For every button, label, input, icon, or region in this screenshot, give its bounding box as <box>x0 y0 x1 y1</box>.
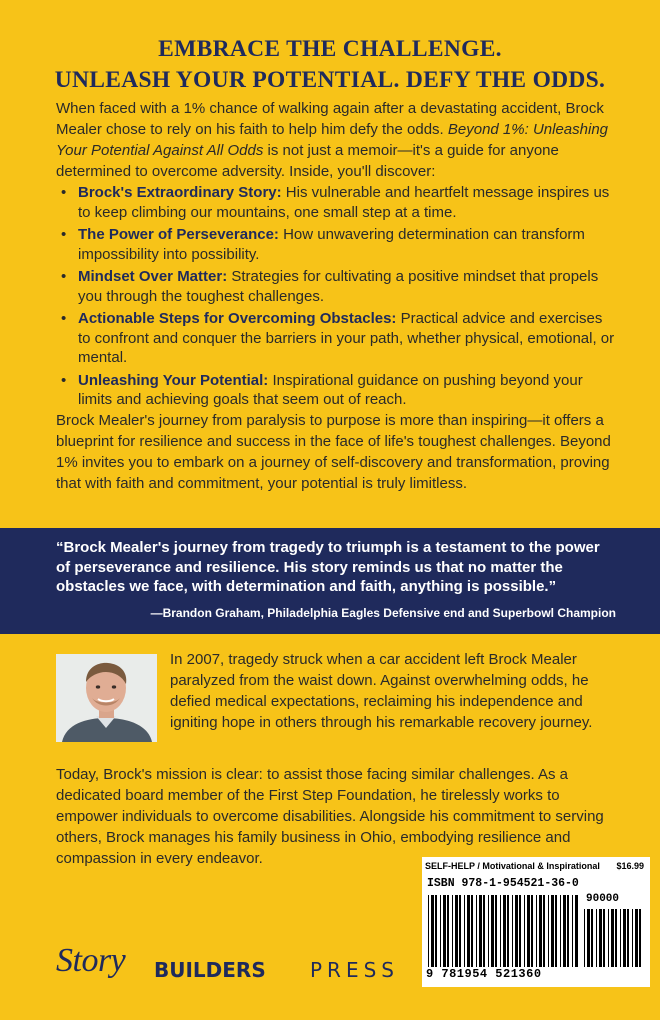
feature-list <box>56 183 616 413</box>
barcode-bar <box>603 909 605 967</box>
headline-line-1: EMBRACE THE CHALLENGE. <box>158 36 502 62</box>
endorsement-band <box>0 528 660 634</box>
author-bio-1: In 2007, tragedy struck when a car accident left Brock Mealer paralyzed from the waist down. Against overwhelming odds, he defied medical expectations, reclaiming his independence and igniting hope in others through his remarkable recovery journey. <box>170 651 593 731</box>
barcode-bar <box>512 895 513 967</box>
barcode-bar <box>452 895 453 967</box>
headline <box>0 34 660 96</box>
barcode-bar <box>440 895 441 967</box>
barcode-bar <box>519 895 521 967</box>
book-title: Beyond 1%: Unleashing Your Potential Against All Odds <box>56 121 608 159</box>
barcode-bar <box>488 895 489 967</box>
list-item <box>56 309 616 368</box>
barcode-bar <box>591 909 593 967</box>
headline-line-2: UNLEASH YOUR POTENTIAL. DEFY THE ODDS. <box>54 67 606 93</box>
barcode-bar <box>491 895 494 967</box>
barcode-bar <box>467 895 470 967</box>
barcode-bar <box>531 895 533 967</box>
barcode-bar <box>620 909 621 967</box>
list-item <box>56 183 616 222</box>
list-item-text: Inspirational guidance on pushing beyond your limits and achieving goals that seem out of reach. <box>78 371 583 408</box>
barcode-bar <box>635 909 638 967</box>
barcode-bar <box>608 909 609 967</box>
barcode-bar <box>623 909 626 967</box>
author-bio-2: Today, Brock's mission is clear: to assist those facing similar challenges. As a dedicated board member of the First Step Foundation, he tirelessly works to empower individuals to overcome disabilities. Alongside his commitment to serving others, Brock manages his family business in Ohio, embodying resilience and compassion in every endeavor. <box>56 766 604 867</box>
endorsement-attribution: —Brandon Graham, Philadelphia Eagles Defensive end and Superbowl Champion <box>150 606 616 620</box>
price-code: 90000 <box>586 893 620 905</box>
intro-part-1: When faced with a 1% chance of walking again after a devastating accident, Brock Mealer chose to rely on his faith to help him defy the odds. <box>56 100 604 138</box>
barcode-bar <box>471 895 473 967</box>
list-item-text: How unwavering determination can transform impossibility into possibility. <box>78 226 585 263</box>
barcode-bars <box>428 895 578 967</box>
barcode-bar <box>483 895 485 967</box>
barcode-bar <box>572 895 573 967</box>
list-item <box>56 371 616 410</box>
bullet-icon: • <box>61 184 67 201</box>
barcode-bar <box>428 895 429 967</box>
summary-paragraph: Brock Mealer's journey from paralysis to purpose is more than inspiring—it offers a blueprint for resilience and success in the face of life's toughest challenges. Beyond 1% invites you to embark on a journey of self-discovery and transformation, proving that with faith and commitment, your potential is truly limitless. <box>56 412 611 492</box>
barcode-bar <box>539 895 542 967</box>
list-item-heading: Brock's Extraordinary Story: <box>78 184 282 201</box>
barcode-bar <box>599 909 602 967</box>
list-item-heading: Unleashing Your Potential: <box>78 371 269 389</box>
barcode-bar <box>551 895 554 967</box>
list-item <box>56 267 616 306</box>
barcode-bar <box>431 895 434 967</box>
barcode-bar <box>527 895 530 967</box>
endorsement-quote: “Brock Mealer's journey from tragedy to triumph is a testament to the power of perseverance and resilience. His story reminds us that no matter the obstacles we face, with determination and faith, anything is possible.” <box>56 539 600 595</box>
barcode-bar <box>435 895 437 967</box>
barcode-bar <box>560 895 561 967</box>
barcode-bar <box>464 895 465 967</box>
barcode-bar <box>524 895 525 967</box>
author-photo <box>56 654 157 742</box>
list-item-heading: The Power of Perseverance: <box>78 226 279 243</box>
list-item-heading: Mindset Over Matter: <box>78 268 228 285</box>
barcode-bar <box>479 895 482 967</box>
list-item <box>56 225 616 264</box>
barcode-bar <box>503 895 506 967</box>
barcode-bar <box>447 895 449 967</box>
list-item-heading: Actionable Steps for Overcoming Obstacles: <box>78 310 397 327</box>
intro-part-2: is not just a memoir—it's a guide for anyone determined to overcome adversity. Inside, you'll discover: <box>56 142 559 180</box>
bullet-icon: • <box>61 371 67 389</box>
logo-builders: BUILDERS <box>154 958 266 982</box>
logo-press: PRESS <box>310 958 399 982</box>
barcode-bar <box>555 895 557 967</box>
barcode-bar <box>611 909 614 967</box>
bullet-icon: • <box>61 226 67 243</box>
barcode-bar <box>615 909 617 967</box>
addon-barcode-bars <box>584 909 644 967</box>
ean-digits: 9 781954 521360 <box>426 967 542 981</box>
bullet-icon: • <box>61 268 67 285</box>
barcode-bar <box>495 895 497 967</box>
barcode-bar <box>627 909 629 967</box>
barcode-bar <box>507 895 509 967</box>
barcode-bar <box>543 895 545 967</box>
list-item-text: His vulnerable and heartfelt message inspires us to keep climbing our mountains, one small step at a time. <box>78 184 610 221</box>
publisher-logo <box>56 942 399 1002</box>
barcode-bar <box>548 895 549 967</box>
barcode-bar <box>455 895 458 967</box>
barcode-bar <box>587 909 590 967</box>
logo-story: Story <box>56 942 126 979</box>
bullet-icon: • <box>61 310 67 327</box>
barcode-bar <box>632 909 633 967</box>
list-item-text: Strategies for cultivating a positive mindset that propels you through the toughest challenges. <box>78 268 599 305</box>
barcode-bar <box>443 895 446 967</box>
list-item-text: Practical advice and exercises to confront and conquer the barriers in your path, whether physical, emotional, or mental. <box>78 310 615 366</box>
barcode-bar <box>459 895 461 967</box>
barcode-box <box>422 857 650 987</box>
barcode-bar <box>584 909 585 967</box>
isbn: ISBN 978-1-954521-36-0 <box>427 877 579 890</box>
barcode-bar <box>476 895 477 967</box>
barcode-bar <box>567 895 569 967</box>
barcode-bar <box>563 895 566 967</box>
barcode-bar <box>536 895 537 967</box>
price: $16.99 <box>616 861 644 871</box>
intro-paragraph <box>56 98 616 182</box>
barcode-bar <box>596 909 597 967</box>
barcode-bar <box>639 909 641 967</box>
barcode-bar <box>500 895 501 967</box>
barcode-bar <box>575 895 578 967</box>
bisac-category: SELF-HELP / Motivational & Inspirational <box>425 861 600 871</box>
barcode-bar <box>515 895 518 967</box>
